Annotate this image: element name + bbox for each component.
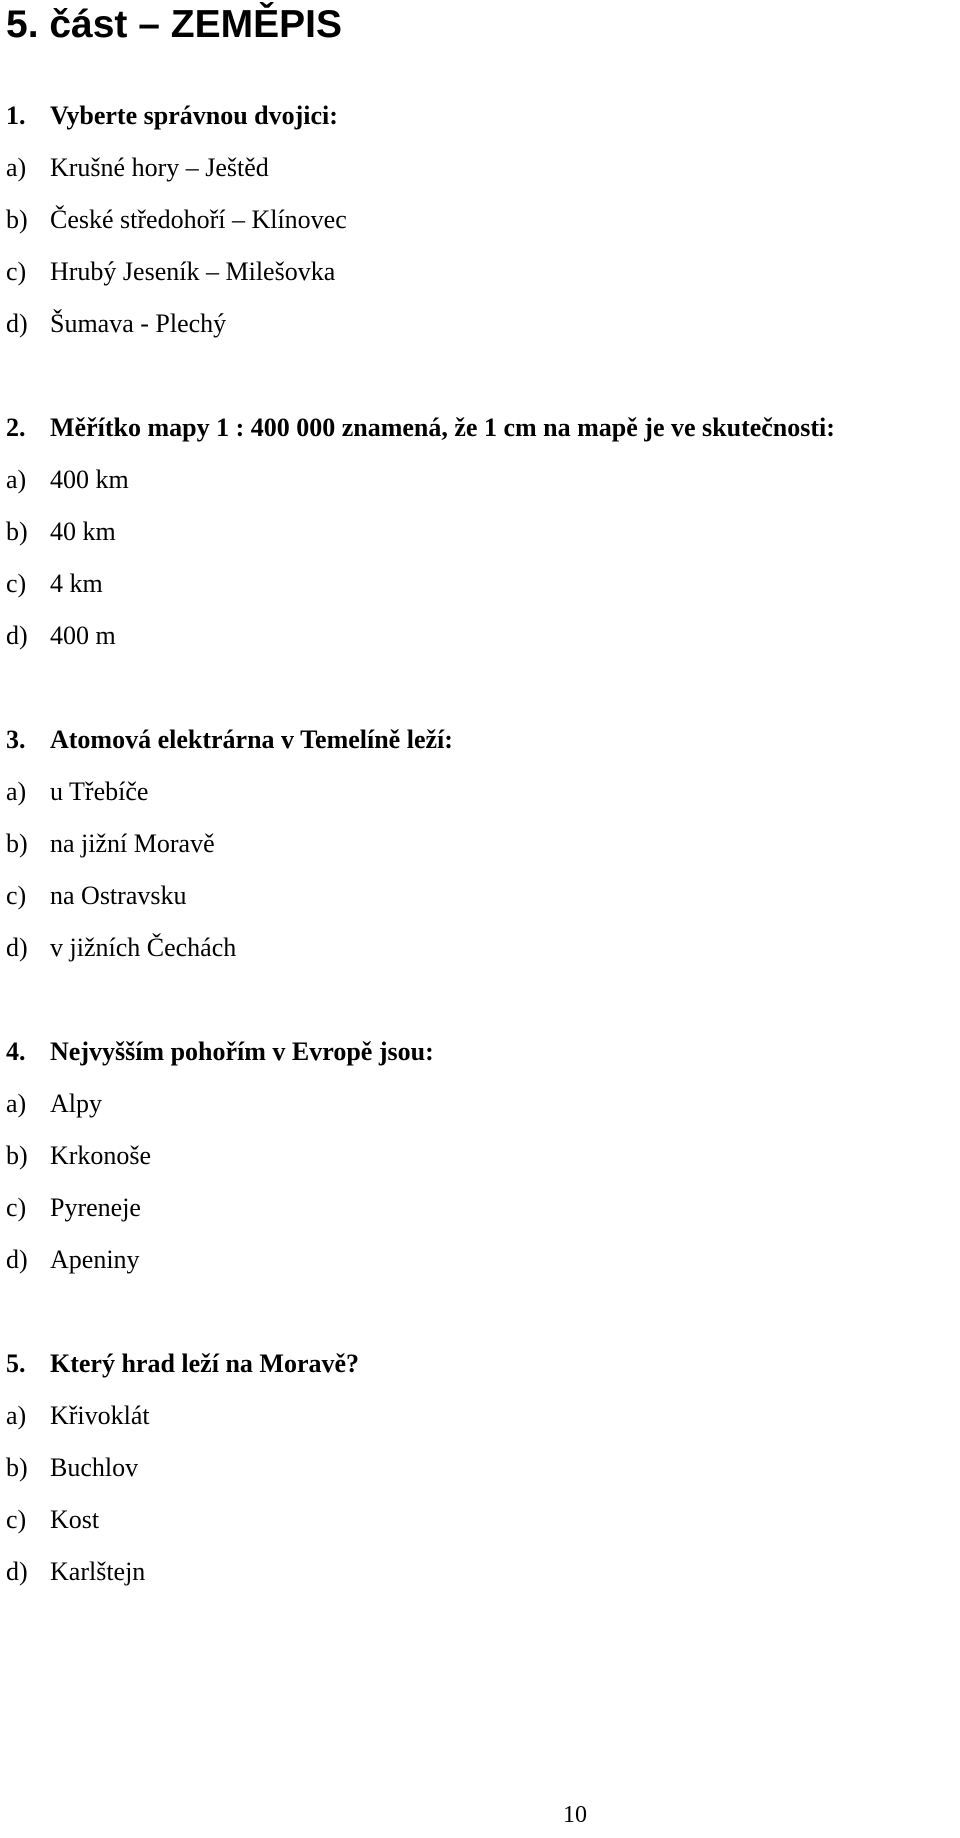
option-letter: b) [6,829,28,858]
question-5-title [6,1338,956,1390]
option-a [6,142,956,194]
option-c [6,558,956,610]
option-letter: c) [6,881,27,910]
option-text: 400 km [50,465,129,494]
option-letter: d) [6,621,28,650]
option-a [6,454,956,506]
option-text: Křivoklát [50,1401,150,1430]
option-letter: c) [6,569,27,598]
option-text: Buchlov [50,1453,139,1482]
option-d [6,922,956,974]
option-text: Pyreneje [50,1193,141,1222]
option-d [6,1546,956,1598]
question-number: 3. [6,725,26,754]
option-letter: c) [6,1505,27,1534]
option-b [6,506,956,558]
option-text: Kost [50,1505,100,1534]
option-a [6,1390,956,1442]
question-number: 5. [6,1349,26,1378]
option-letter: a) [6,1401,27,1430]
option-b [6,1130,956,1182]
option-text: České středohoří – Klínovec [50,205,347,234]
option-text: 4 km [50,569,103,598]
option-letter: b) [6,1141,28,1170]
question-number: 2. [6,413,26,442]
option-letter: c) [6,257,27,286]
question-1-title [6,90,956,142]
option-letter: d) [6,1557,28,1586]
page-number: 10 [563,1802,587,1828]
option-text: Krkonoše [50,1141,152,1170]
option-letter: b) [6,1453,28,1482]
option-letter: d) [6,1245,28,1274]
option-letter: b) [6,517,28,546]
option-letter: a) [6,1089,27,1118]
option-d [6,298,956,350]
option-c [6,1182,956,1234]
option-text: 40 km [50,517,116,546]
question-number: 4. [6,1037,26,1066]
question-4-title [6,1026,956,1078]
option-text: Hrubý Jeseník – Milešovka [50,257,336,286]
page-title: 5. část – ZEMĚPIS [6,3,342,46]
option-text: na Ostravsku [50,881,187,910]
option-d [6,610,956,662]
option-a [6,766,956,818]
option-c [6,1494,956,1546]
option-letter: d) [6,309,28,338]
option-text: Karlštejn [50,1557,146,1586]
option-text: na jižní Moravě [50,829,215,858]
question-4 [6,1026,956,1286]
option-d [6,1234,956,1286]
question-3 [6,714,956,974]
option-letter: a) [6,777,27,806]
option-text: Šumava - Plechý [50,309,227,338]
option-letter: b) [6,205,28,234]
option-b [6,194,956,246]
option-a [6,1078,956,1130]
option-text: u Třebíče [50,777,149,806]
question-number: 1. [6,101,26,130]
option-letter: c) [6,1193,27,1222]
option-c [6,246,956,298]
question-1 [6,90,956,350]
option-b [6,1442,956,1494]
option-letter: a) [6,465,27,494]
question-2 [6,402,956,662]
option-text: Apeniny [50,1245,140,1274]
question-text: Atomová elektrárna v Temelíně leží: [50,725,453,754]
question-text: Nejvyšším pohořím v Evropě jsou: [50,1037,434,1066]
option-letter: a) [6,153,27,182]
option-b [6,818,956,870]
option-c [6,870,956,922]
question-text: Vyberte správnou dvojici: [50,101,338,130]
option-letter: d) [6,933,28,962]
question-text: Měřítko mapy 1 : 400 000 znamená, že 1 cm na mapě je ve skutečnosti: [50,413,835,442]
question-3-title [6,714,956,766]
question-2-title [6,402,956,454]
option-text: v jižních Čechách [50,933,237,962]
option-text: 400 m [50,621,116,650]
question-text: Který hrad leží na Moravě? [50,1349,360,1378]
question-5 [6,1338,956,1598]
option-text: Krušné hory – Ještěd [50,153,269,182]
option-text: Alpy [50,1089,102,1118]
